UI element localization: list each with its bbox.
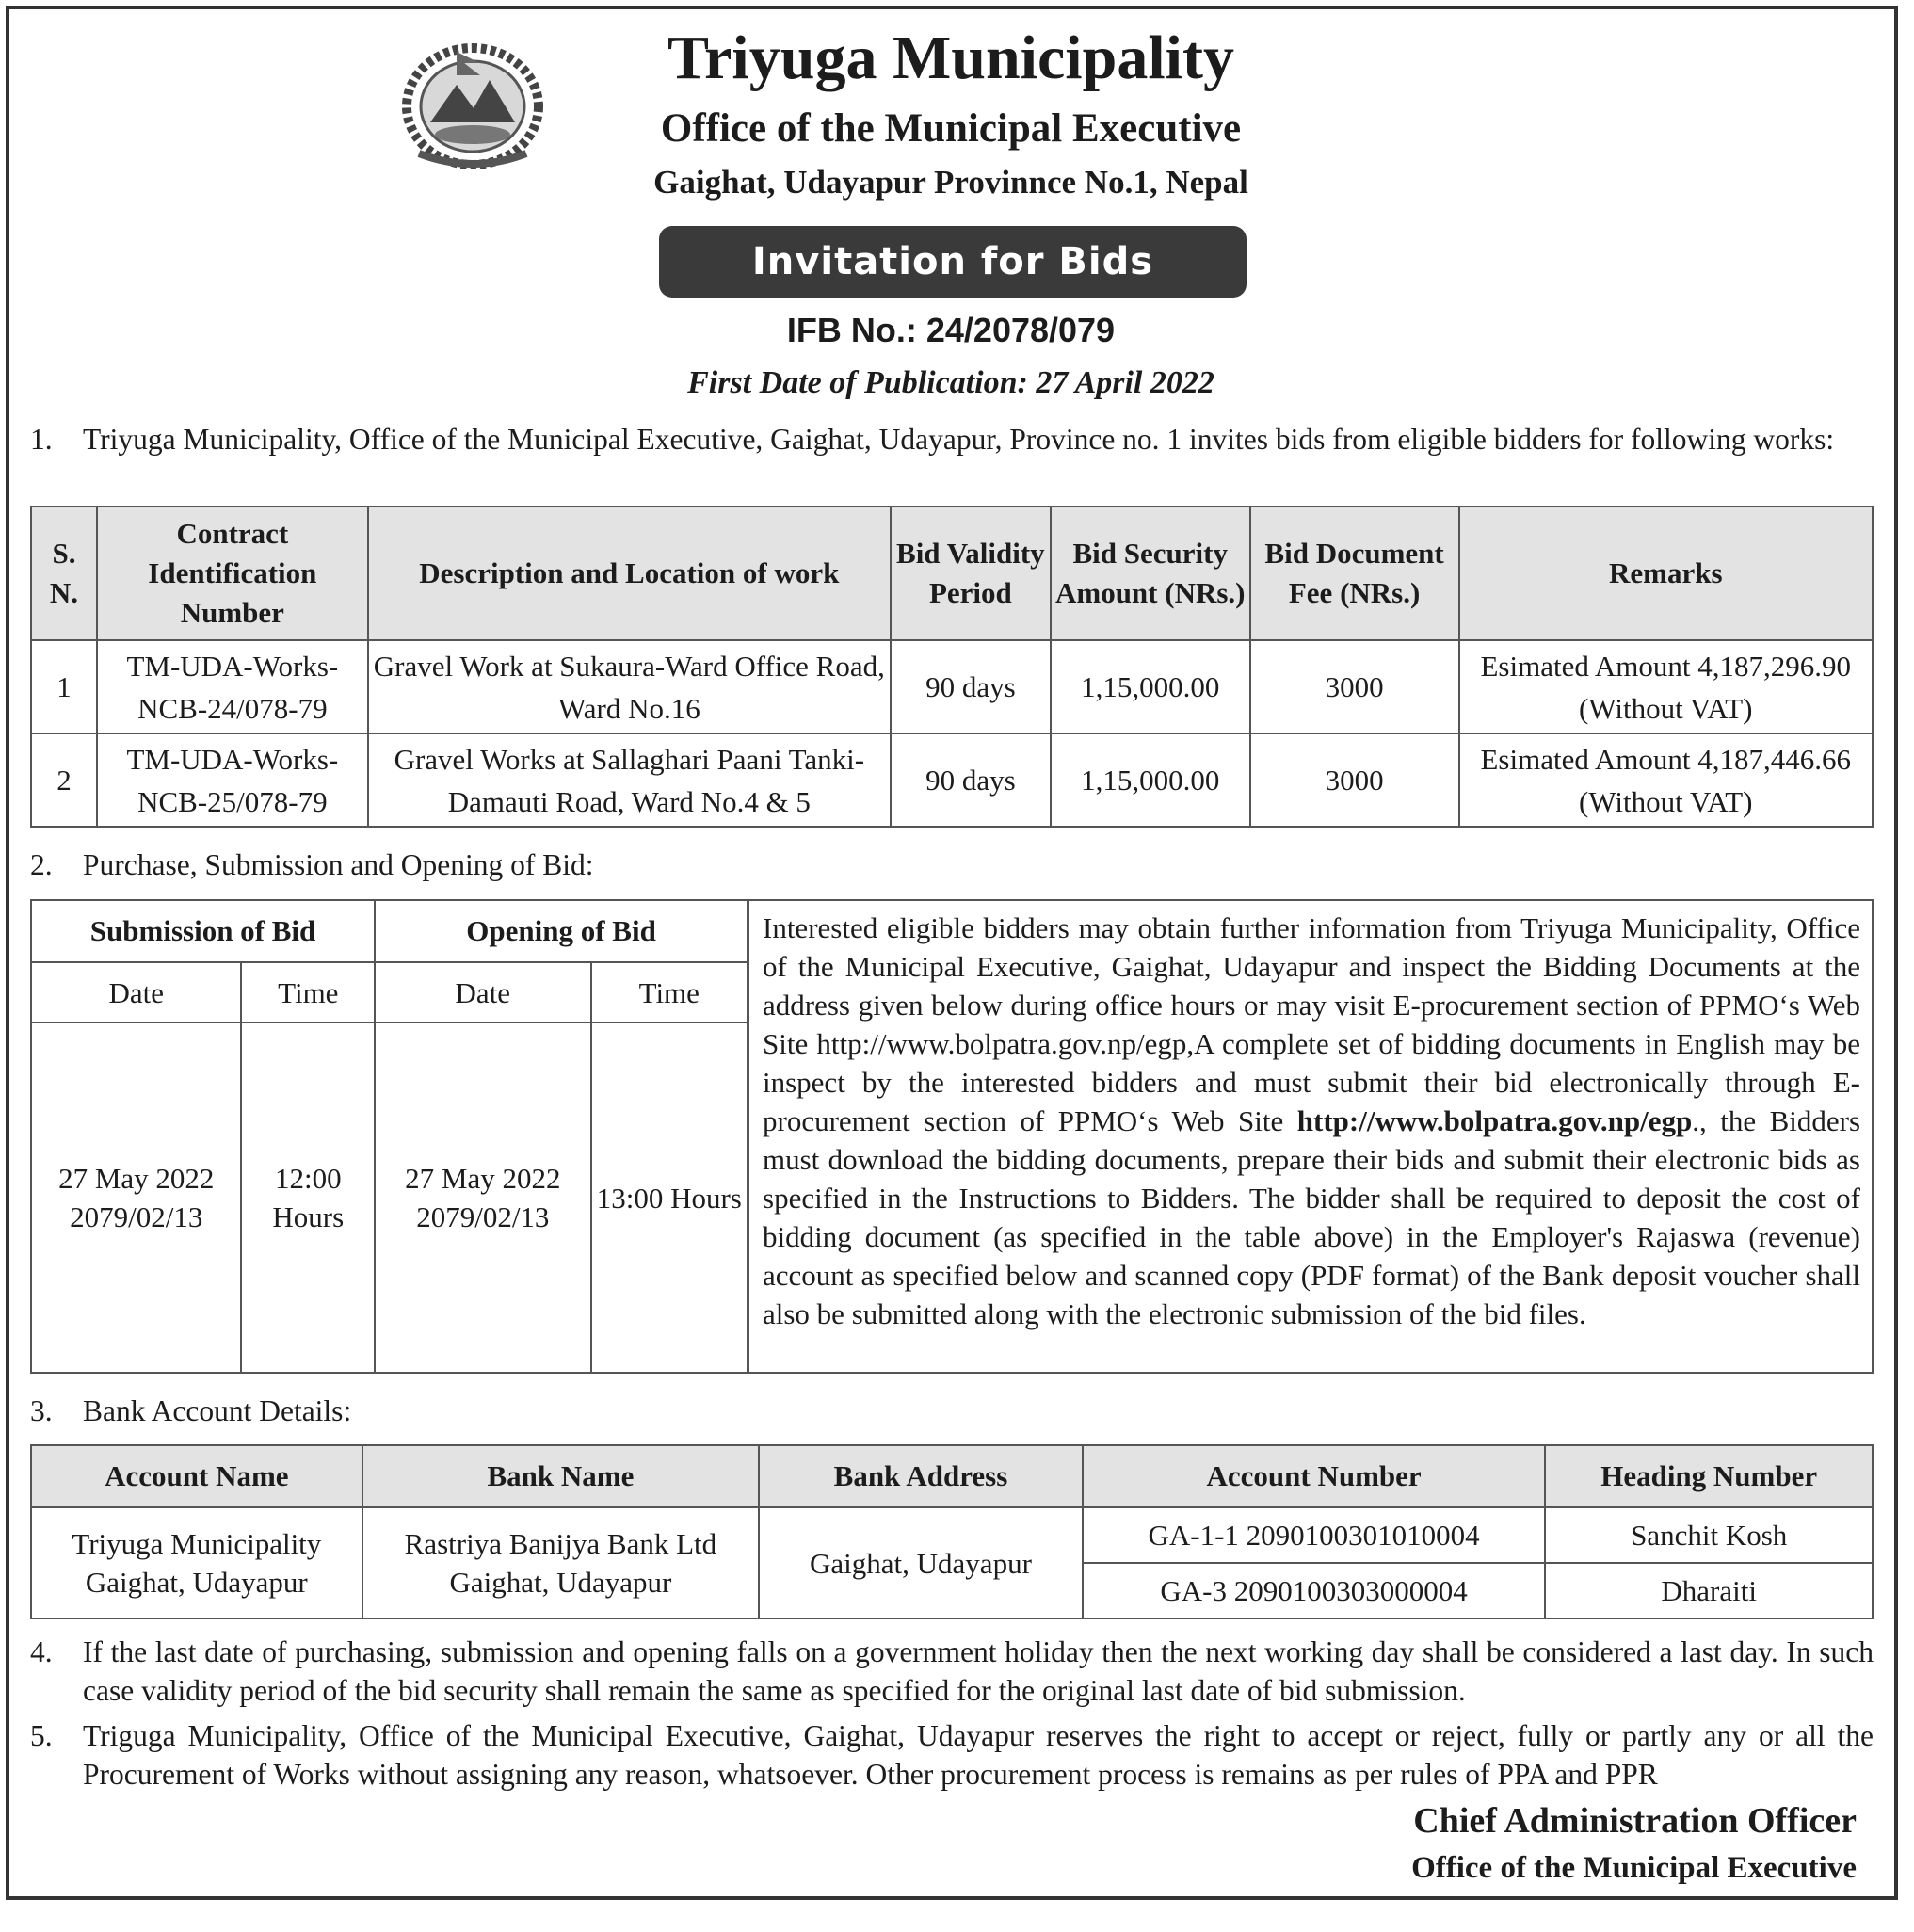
cell-bank-address: Gaighat, Udayapur: [759, 1507, 1083, 1618]
cell-heading-number: Sanchit Kosh: [1545, 1507, 1873, 1563]
cell-security: 1,15,000.00: [1051, 640, 1250, 733]
cell-account-number: GA-3 2090100303000004: [1083, 1563, 1546, 1618]
section-number: 1.: [30, 423, 53, 456]
header-sn: S. N.: [31, 507, 97, 640]
cell-security: 1,15,000.00: [1051, 733, 1250, 827]
section-number: 3.: [30, 1394, 53, 1427]
cell-account-number: GA-1-1 2090100301010004: [1083, 1507, 1546, 1563]
cell-validity: 90 days: [891, 733, 1051, 827]
header-heading-number: Heading Number: [1545, 1445, 1873, 1507]
header-security: Bid Security Amount (NRs.): [1051, 507, 1250, 640]
instructions-text-1: Interested eligible bidders may obtain further information from Triyuga Municipality, Office of the Municipal Executive, Gaighat, Udayapur and inspect the Bidding Documents at the address given below during office hours or may visit E-procurement section of PPMO‘s Web Site http://www.bolpatra.gov.np/egp,A complete set of bidding documents in English may be inspect by the interested bidders and must submit their bid electronically through E-procurement section of PPMO‘s Web Site: [763, 911, 1860, 1137]
header-description: Description and Location of work: [368, 507, 891, 640]
bidding-instructions: [748, 899, 1874, 1374]
cell-bank-name: Rastriya Banijya Bank Ltd Gaighat, Udayapur: [362, 1507, 759, 1618]
section-number: 4.: [30, 1635, 53, 1668]
header-validity: Bid Validity Period: [891, 507, 1051, 640]
section-5: [30, 1716, 1874, 1794]
publication-date: First Date of Publication: 27 April 2022: [687, 365, 1214, 400]
org-name: Triyuga Municipality: [667, 24, 1234, 92]
header-contract-id: Contract Identification Number: [97, 507, 368, 640]
cell-fee: 3000: [1250, 640, 1459, 733]
opening-date: 27 May 2022 2079/02/13: [375, 1022, 590, 1373]
signatory-title: Chief Administration Officer: [1413, 1801, 1857, 1841]
header-account-name: Account Name: [31, 1445, 362, 1507]
schedule-subheader-row: [31, 962, 748, 1022]
header-fee: Bid Document Fee (NRs.): [1250, 507, 1459, 640]
submission-header: Submission of Bid: [31, 900, 375, 962]
section-3: [30, 1392, 1874, 1430]
cell-sn: 1: [31, 640, 97, 733]
header-bank-name: Bank Name: [362, 1445, 759, 1507]
table-row: [31, 733, 1873, 827]
cell-fee: 3000: [1250, 733, 1459, 827]
ifb-number: IFB No.: 24/2078/079: [786, 311, 1116, 349]
submission-time: 12:00 Hours: [241, 1022, 375, 1373]
table-header-row: [31, 1445, 1873, 1507]
header-account-number: Account Number: [1083, 1445, 1546, 1507]
submission-time-label: Time: [241, 962, 375, 1022]
opening-date-label: Date: [375, 962, 590, 1022]
cell-remarks: Esimated Amount 4,187,296.90 (Without VAT): [1459, 640, 1873, 733]
section-2: [30, 845, 1874, 884]
signatory-office: Office of the Municipal Executive: [1411, 1851, 1857, 1885]
section-text: Bank Account Details:: [83, 1394, 352, 1427]
section-text: Purchase, Submission and Opening of Bid:: [83, 848, 594, 881]
table-row: [31, 640, 1873, 733]
section-text: Triguga Municipality, Office of the Municipal Executive, Gaighat, Udayapur reserves the right to accept or reject, fully or partly any or all the Procurement of Works without assigning any reason, whatsoever. Other procurement process is remains as per rules of PPA and PPR: [83, 1719, 1874, 1791]
header-bank-address: Bank Address: [759, 1445, 1083, 1507]
invitation-banner: Invitation for Bids: [659, 226, 1247, 298]
office-address: Gaighat, Udayapur Provinnce No.1, Nepal: [653, 164, 1248, 201]
egp-link[interactable]: http://www.bolpatra.gov.np/egp: [1296, 1104, 1693, 1137]
schedule-value-row: [31, 1022, 748, 1373]
table-row: [31, 1507, 1873, 1563]
bid-schedule-table: [30, 899, 748, 1374]
opening-time-label: Time: [591, 962, 748, 1022]
section-1: [30, 420, 1874, 459]
cell-account-name: Triyuga Municipality Gaighat, Udayapur: [31, 1507, 362, 1618]
cell-heading-number: Dharaiti: [1545, 1563, 1873, 1618]
cell-validity: 90 days: [891, 640, 1051, 733]
schedule-header-row: [31, 900, 748, 962]
section-4: [30, 1633, 1874, 1710]
cell-description: Gravel Work at Sukaura-Ward Office Road, Ward No.16: [368, 640, 891, 733]
office-name: Office of the Municipal Executive: [660, 106, 1242, 151]
instructions-text-2: ., the Bidders must download the bidding documents, prepare their bids and submit their electronic bids as specified in the Instructions to Bidders. The bidder shall be required to deposit the cost of bidding document (as specified in the table above) in the Employer's Rajaswa (revenue) account as specified below and scanned copy (PDF format) of the Bank deposit voucher shall also be submitted along with the electronic submission of the bid files.: [763, 1104, 1861, 1330]
submission-date: 27 May 2022 2079/02/13: [31, 1022, 241, 1373]
cell-remarks: Esimated Amount 4,187,446.66 (Without VAT): [1459, 733, 1873, 827]
nepal-government-emblem-icon: [391, 33, 555, 174]
opening-header: Opening of Bid: [375, 900, 748, 962]
cell-contract-id: TM-UDA-Works-NCB-24/078-79: [97, 640, 368, 733]
section-number: 5.: [30, 1719, 53, 1752]
opening-time: 13:00 Hours: [591, 1022, 748, 1373]
section-text: If the last date of purchasing, submission and opening falls on a government holiday then the next working day shall be considered a last day. In such case validity period of the bid security shall remain the same as specified for the original last date of bid submission.: [83, 1635, 1874, 1707]
header-remarks: Remarks: [1459, 507, 1873, 640]
table-header-row: [31, 507, 1873, 640]
works-table: [30, 506, 1874, 828]
bank-account-table: [30, 1444, 1874, 1619]
cell-sn: 2: [31, 733, 97, 827]
cell-description: Gravel Works at Sallaghari Paani Tanki-Damauti Road, Ward No.4 & 5: [368, 733, 891, 827]
cell-contract-id: TM-UDA-Works-NCB-25/078-79: [97, 733, 368, 827]
section-number: 2.: [30, 848, 53, 881]
submission-date-label: Date: [31, 962, 241, 1022]
section-text: Triyuga Municipality, Office of the Municipal Executive, Gaighat, Udayapur, Province no. 1 invites bids from eligible bidders for following works:: [83, 423, 1835, 456]
